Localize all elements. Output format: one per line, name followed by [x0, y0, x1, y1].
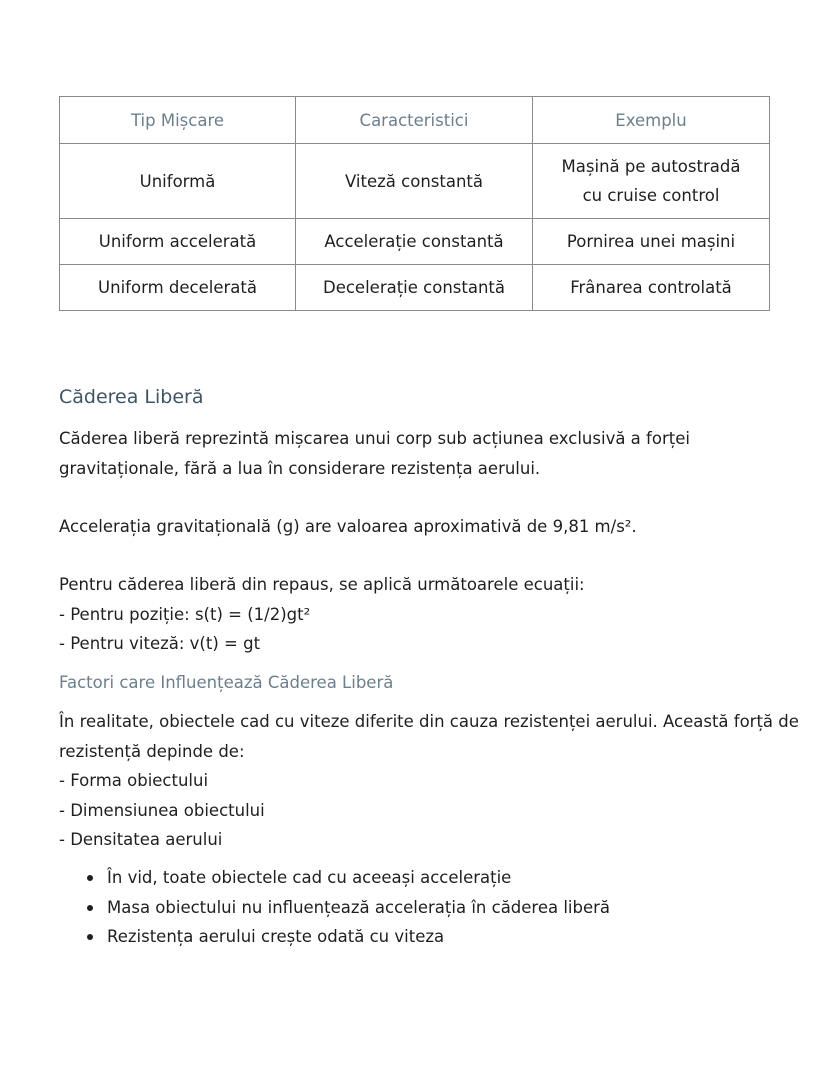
table-cell: Uniformă — [60, 144, 296, 219]
intro-line: gravitaționale, fără a lua în considerare rezistența aerului. — [59, 458, 541, 478]
equation-position: - Pentru poziție: s(t) = (1/2)gt² — [59, 604, 311, 624]
acceleration-text: Accelerația gravitațională (g) are valoarea aproximativă de 9,81 m/s². — [59, 517, 637, 536]
intro-paragraph — [59, 424, 779, 483]
acceleration-paragraph — [59, 512, 779, 542]
header-example: Exemplu — [533, 97, 770, 144]
table-row — [60, 265, 770, 311]
intro-line: Căderea liberă reprezintă mișcarea unui corp sub acțiunea exclusivă a forței — [59, 429, 690, 448]
table-row — [60, 219, 770, 265]
table-cell: Mașină pe autostradă cu cruise control — [533, 144, 770, 219]
list-item: Masa obiectului nu influențează accelerația în căderea liberă — [107, 893, 610, 923]
table-cell: Decelerație constantă — [296, 265, 533, 311]
equations-paragraph — [59, 570, 779, 659]
factor-item: - Forma obiectului — [59, 771, 209, 790]
factors-paragraph — [59, 707, 799, 855]
table-cell: Frânarea controlată — [533, 265, 770, 311]
list-item: În vid, toate obiectele cad cu aceeași accelerație — [107, 863, 610, 893]
table-cell: Viteză constantă — [296, 144, 533, 219]
factor-item: - Densitatea aerului — [59, 830, 223, 849]
factor-item: - Dimensiunea obiectului — [59, 800, 265, 820]
table-row — [60, 144, 770, 219]
table-header-row — [60, 97, 770, 144]
factors-text-line: rezistență depinde de: — [59, 741, 245, 761]
table-cell: Uniform accelerată — [60, 219, 296, 265]
motion-types-table — [59, 96, 770, 311]
header-motion-type: Tip Mișcare — [60, 97, 296, 144]
table-cell: Pornirea unei mașini — [533, 219, 770, 265]
table-cell: Accelerație constantă — [296, 219, 533, 265]
table-cell: Uniform decelerată — [60, 265, 296, 311]
header-characteristics: Caracteristici — [296, 97, 533, 144]
equations-intro: Pentru căderea liberă din repaus, se aplică următoarele ecuații: — [59, 575, 585, 594]
list-item: Rezistența aerului crește odată cu viteza — [107, 922, 610, 952]
bullet-list — [59, 863, 610, 952]
subsection-heading-factors: Factori care Influențează Căderea Liberă — [59, 673, 394, 692]
factors-text-line: În realitate, obiectele cad cu viteze diferite din cauza rezistenței aerului. Această forță de — [59, 712, 799, 731]
section-heading-free-fall: Căderea Liberă — [59, 386, 204, 408]
equation-velocity: - Pentru viteză: v(t) = gt — [59, 634, 261, 653]
